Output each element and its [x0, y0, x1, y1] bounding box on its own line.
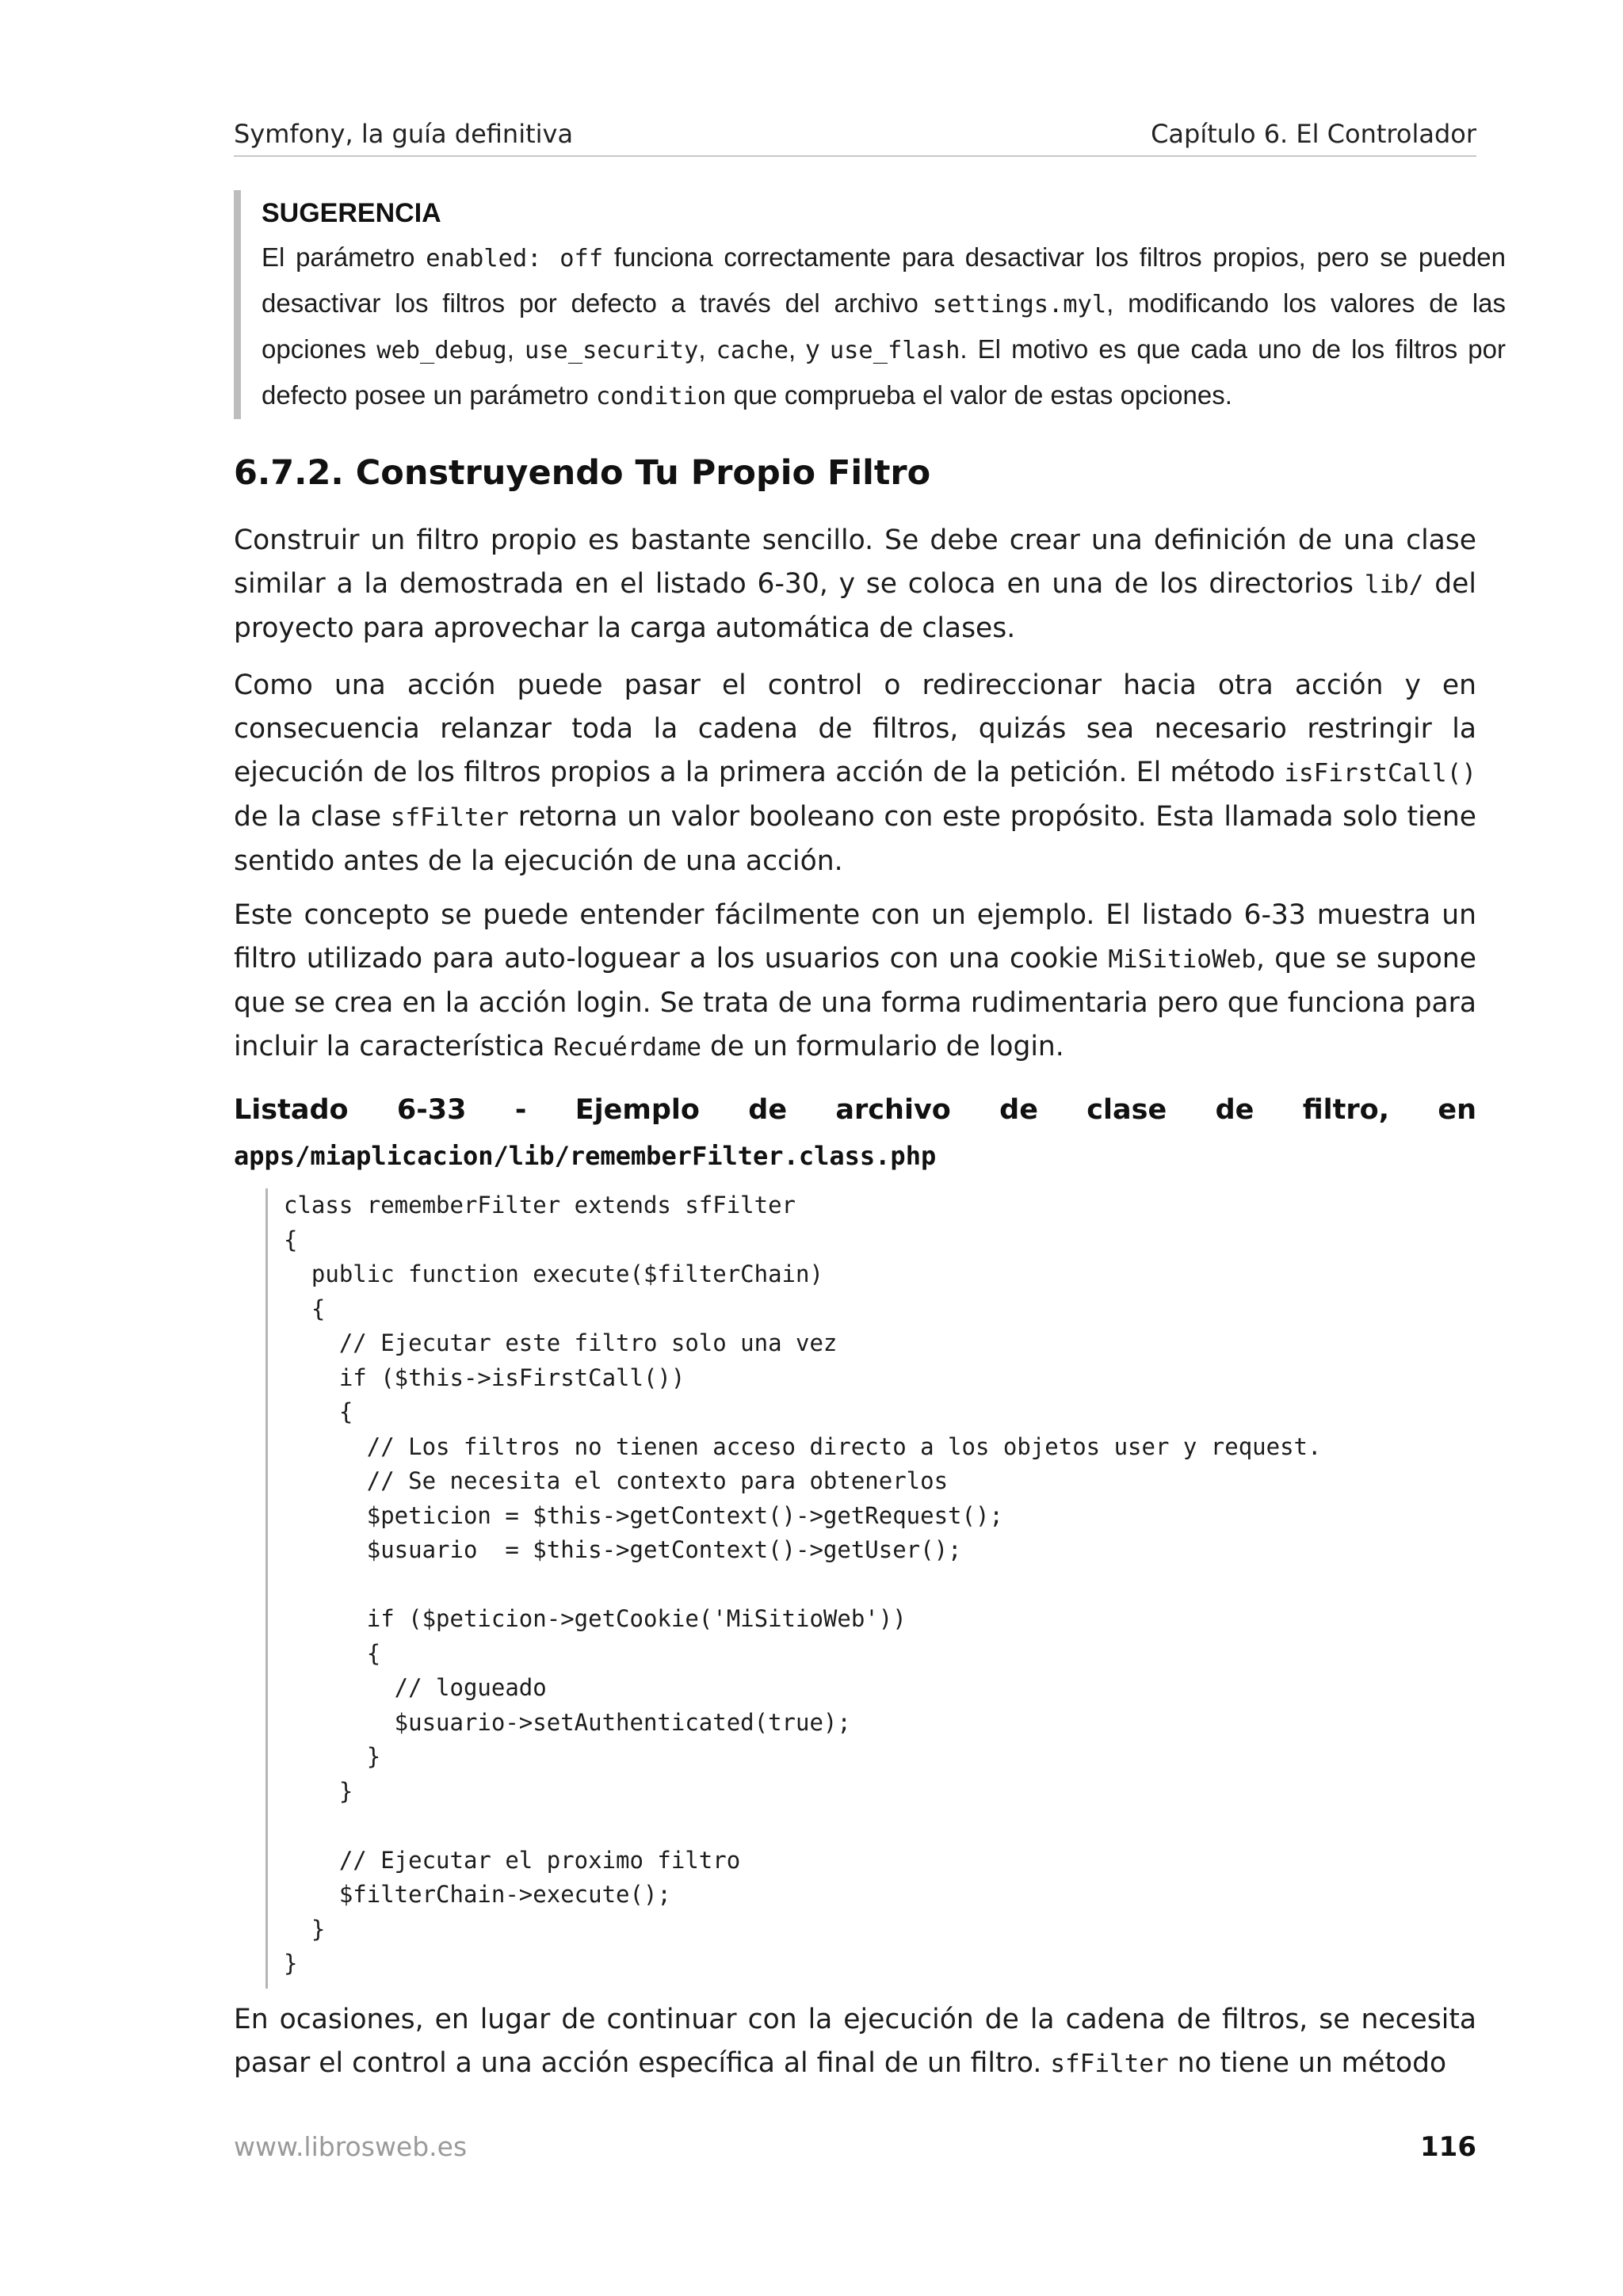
- tip-code: use_security: [524, 337, 699, 364]
- page-number: 116: [1420, 2131, 1476, 2163]
- inline-code: isFirstCall(): [1284, 759, 1476, 788]
- tip-code: enabled: off: [426, 245, 604, 273]
- paragraph-2: [234, 664, 1476, 883]
- text: de la clase: [234, 801, 391, 833]
- code-block: class rememberFilter extends sfFilter { public function execute($filterChain) { // Ejecutar este filtro solo una vez if ($this->isFirstCall()) { // Los filtros no tienen acceso directo a los objetos user y request. // Se necesita el contexto para obtenerlos $peticion = $this->getContext()->getRequest(); $usuario = $this->getContext()->getUser(); if ($peticion->getCookie('MiSitioWeb')) { // logueado $usuario->setAuthenticated(true); } } // Ejecutar el proximo filtro $filterChain->execute(); } }: [284, 1192, 1322, 1977]
- paragraph-3: [234, 894, 1476, 1070]
- text: Como una acción puede pasar el control o redireccionar hacia otra acción y en consecuencia relanzar toda la cadena de filtros, quizás sea necesario restringir la ejecución de los filtros propios a la primera acción de la petición. El método: [234, 669, 1476, 788]
- inline-code: Recuérdame: [553, 1033, 702, 1062]
- text: Construir un filtro propio es bastante sencillo. Se debe crear una definición de una clase similar a la demostrada en el listado 6-30, y se coloca en una de los directorios: [234, 524, 1476, 600]
- text: no tiene un método: [1168, 2047, 1447, 2079]
- chapter-title: Capítulo 6. El Controlador: [1151, 119, 1476, 149]
- running-header: [234, 119, 1476, 157]
- tip-body: [262, 235, 1506, 419]
- tip-box: [234, 190, 1506, 419]
- code-listing: [265, 1188, 1457, 1989]
- tip-title: SUGERENCIA: [262, 198, 441, 228]
- tip-text: funciona correctamente para desactivar los filtros propios, pero se pueden desactivar los filtros por defecto a través del archivo: [262, 242, 1506, 318]
- paragraph-1: [234, 519, 1476, 650]
- book-title: Symfony, la guía definitiva: [234, 119, 574, 149]
- tip-code: condition: [595, 383, 727, 410]
- text: , que se supone que se crea en la acción login. Se trata de una forma rudimentaria pero que funciona para incluir la característica: [234, 943, 1476, 1062]
- listing-title: [234, 1087, 1476, 1179]
- inline-code: sfFilter: [1050, 2050, 1169, 2078]
- listing-path: apps/miaplicacion/lib/rememberFilter.class.php: [234, 1141, 937, 1171]
- section-title: 6.7.2. Construyendo Tu Propio Filtro: [234, 453, 931, 493]
- footer-site-link[interactable]: www.librosweb.es: [234, 2131, 468, 2162]
- text: retorna un valor booleano con este propósito. Esta llamada solo tiene sentido antes de la ejecución de una acción.: [234, 801, 1476, 877]
- text: En ocasiones, en lugar de continuar con la ejecución de la cadena de filtros, se necesita pasar el control a una acción específica al final de un filtro.: [234, 2004, 1476, 2079]
- tip-text: ,: [506, 334, 525, 364]
- tip-code: settings.myl: [932, 291, 1107, 318]
- text: Este concepto se puede entender fácilmente con un ejemplo. El listado 6-33 muestra un filtro utilizado para auto-loguear a los usuarios con una cookie: [234, 899, 1476, 974]
- listing-caption: Listado 6-33 - Ejemplo de archivo de clase de filtro, en: [234, 1094, 1476, 1126]
- paragraph-4: [234, 1998, 1476, 2086]
- inline-code: sfFilter: [390, 803, 510, 832]
- text: de un formulario de login.: [701, 1031, 1064, 1062]
- tip-text: , modificando los valores de las opciones: [262, 288, 1507, 364]
- tip-text: ,: [698, 334, 716, 364]
- inline-code: MiSitioWeb: [1108, 945, 1256, 974]
- tip-text: , y: [788, 334, 830, 364]
- text: del proyecto para aprovechar la carga automática de clases.: [234, 568, 1476, 644]
- tip-text: . El motivo es que cada uno de los filtros por defecto posee un parámetro: [262, 334, 1506, 410]
- inline-code: lib/: [1364, 570, 1424, 599]
- tip-code: web_debug: [376, 337, 507, 364]
- tip-text: que comprueba el valor de estas opciones.: [726, 380, 1232, 410]
- tip-code: use_flash: [829, 337, 960, 364]
- tip-text: El parámetro: [262, 242, 426, 272]
- tip-code: cache: [716, 337, 789, 364]
